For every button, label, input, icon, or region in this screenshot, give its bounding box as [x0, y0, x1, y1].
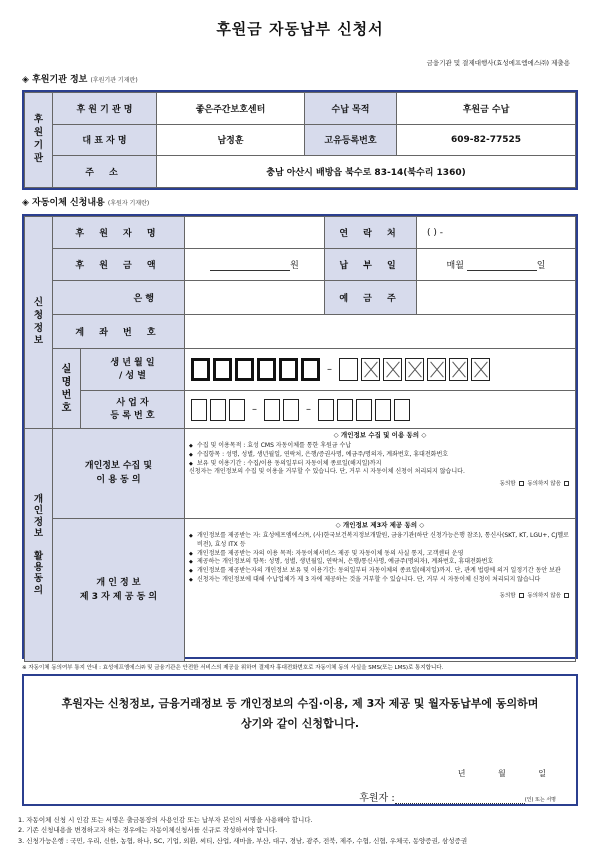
third-party-consent-label: 개 인 정 보 제 3 자 제 공 동 의 — [53, 519, 185, 662]
reg-no-label: 고유등록번호 — [305, 124, 397, 156]
third-disagree-checkbox[interactable] — [564, 593, 569, 598]
org-info-table — [22, 90, 578, 190]
privacy-side-label: 개 인 정 보 활 용 동 의 — [25, 429, 53, 662]
footnotes: 1. 자동이체 신청 시 인감 또는 서명은 출금통장의 사용인감 또는 납부자 본인의 서명을 사용해야 합니다. 2. 기존 신청내용을 변경하고자 하는 경우에는 자동이체신청서를 신규로 작성하셔야 합니다. 3. 신청가능은행 : 국민, 우리, 신한, 농협, 하나, SC, 기업, 외환, 씨티, 산업, 새마을, 부산, 대구, 경남, 광주, 전북, 제주, 수협, 신협, 우체국, 동양증권, 삼성증권 — [18, 816, 468, 845]
payday-field[interactable]: 매월 일 — [417, 249, 576, 281]
org-side-label: 후 원 기 관 — [25, 93, 53, 188]
collect-consent-label: 개인정보 수집 및 이 용 동 의 — [53, 429, 185, 519]
contact-field[interactable]: ( ) - — [417, 217, 576, 249]
section2-heading: ◈ 자동이체 신청내용 (후원자 기재란) — [22, 198, 150, 208]
signature-line[interactable]: 후원자 : (인) 또는 서명 — [359, 793, 556, 804]
application-table — [22, 214, 578, 659]
declaration-text: 후원자는 신청정보, 금융거래정보 등 개인정보의 수집·이용, 제 3자 제공 및 월자동납부에 동의하며 상기와 같이 신청합니다. — [61, 697, 539, 731]
collect-agree-checkbox[interactable] — [519, 481, 524, 486]
purpose: 후원금 수납 — [397, 93, 576, 125]
real-name-side-label: 실 명 번 호 — [53, 349, 81, 429]
apply-side-label: 신 청 정 보 — [25, 217, 53, 429]
bank-label: 은 행 — [53, 281, 185, 315]
account-field[interactable] — [185, 315, 576, 349]
third-agree-checkbox[interactable] — [519, 593, 524, 598]
holder-field[interactable] — [417, 281, 576, 315]
reg-no: 609-82-77525 — [397, 124, 576, 156]
section1-heading: ◈ 후원기관 정보 (후원기관 기재란) — [22, 75, 138, 85]
biz-no-field[interactable]: – – — [185, 391, 576, 429]
form-title: 후원금 자동납부 신청서 — [216, 20, 384, 38]
third-party-consent-text: ◇ 개인정보 제3자 제공 동의 ◇ ◆ 개인정보를 제공받는 자: 효성에프엠에스㈜, (사)한국보건복지정보개발원, 금융기관(하단 신청가능은행 참조), 통신사(SKT, KT, LGU+, CJ헬로비전), 효성 ITX 등 ◆ 개인정보를 제공받는 자의 이용 목적: 자동이체서비스 제공 및 자동이체 동의 사실 통지, 고객센터 운영 ◆ 제공하는 개인정보의 항목: 성명, 성별, 생년월일, 연락처, 은행/통신사명, 예금주(명의자), 계좌번호, 휴대전화번호 ◆ 개인정보를 제공받는자의 개인정보 보유 및 이용기간: 동의일부터 자동이체의 종료일(해지일)까지. 단, 관계 법령에 의거 일정기간 동안 보관 ◆ 신청자는 개인정보에 대해 수납업체가 제 3 자에 제공하는 것을 거부할 수 있습니다. 단, 거부 시 자동이체 신청이 처리되지 않습니다 동의함 동의하지 않음 — [185, 519, 576, 662]
date-line[interactable]: 년 월 일 — [457, 769, 548, 778]
sms-notice: ※ 자동이체 동의여부 통지 안내 : 효성에프엠에스㈜ 및 금융기관은 안전한 서비스의 제공을 위하여 결제자 휴대전화번호로 자동이체 동의 사실을 SMS(또는 LMS)로 통지합니다. — [22, 665, 444, 671]
submit-note: 금융기관 및 결제대행사(효성에프엠에스㈜) 제출용 — [426, 59, 570, 67]
purpose-label: 수납 목적 — [305, 93, 397, 125]
org-name: 좋은주간보호센터 — [157, 93, 305, 125]
collect-disagree-checkbox[interactable] — [564, 481, 569, 486]
address: 충남 아산시 배방읍 북수로 83-14(북수리 1360) — [157, 156, 576, 188]
collect-consent-text: ◇ 개인정보 수집 및 이용 동의 ◇ ◆ 수집 및 이용목적 : 효성 CMS 자동이체를 통한 후원금 수납 ◆ 수집항목 : 성명, 성별, 생년월일, 연락처, 은행/증권사명, 예금주/명의자, 계좌번호, 휴대전화번호 ◆ 보유 및 이용기간 : 수집/이용 동의일부터 자동이체 종료일(해지일)까지 신청자는 개인정보의 수집 및 이용을 거부할 수 있습니다. 단, 거부 시 자동이체 신청이 처리되지 않습니다. 동의함 동의하지 않음 — [185, 429, 576, 519]
biz-no-label: 사 업 자 등 록 번 호 — [81, 391, 185, 429]
birth-label: 생 년 월 일 / 성 별 — [81, 349, 185, 391]
contact-label: 연 락 처 — [325, 217, 417, 249]
bank-field[interactable] — [185, 281, 325, 315]
amount-field[interactable]: 원 — [185, 249, 325, 281]
org-name-label: 후 원 기 관 명 — [53, 93, 157, 125]
rep-name: 남정훈 — [157, 124, 305, 156]
payday-label: 납 부 일 — [325, 249, 417, 281]
address-label: 주 소 — [53, 156, 157, 188]
account-label: 계 좌 번 호 — [53, 315, 185, 349]
amount-label: 후 원 금 액 — [53, 249, 185, 281]
sponsor-name-label: 후 원 자 명 — [53, 217, 185, 249]
rep-label: 대 표 자 명 — [53, 124, 157, 156]
declaration-box — [22, 674, 578, 806]
holder-label: 예 금 주 — [325, 281, 417, 315]
birth-gender-field[interactable]: – — [185, 349, 576, 391]
sponsor-name-field[interactable] — [185, 217, 325, 249]
